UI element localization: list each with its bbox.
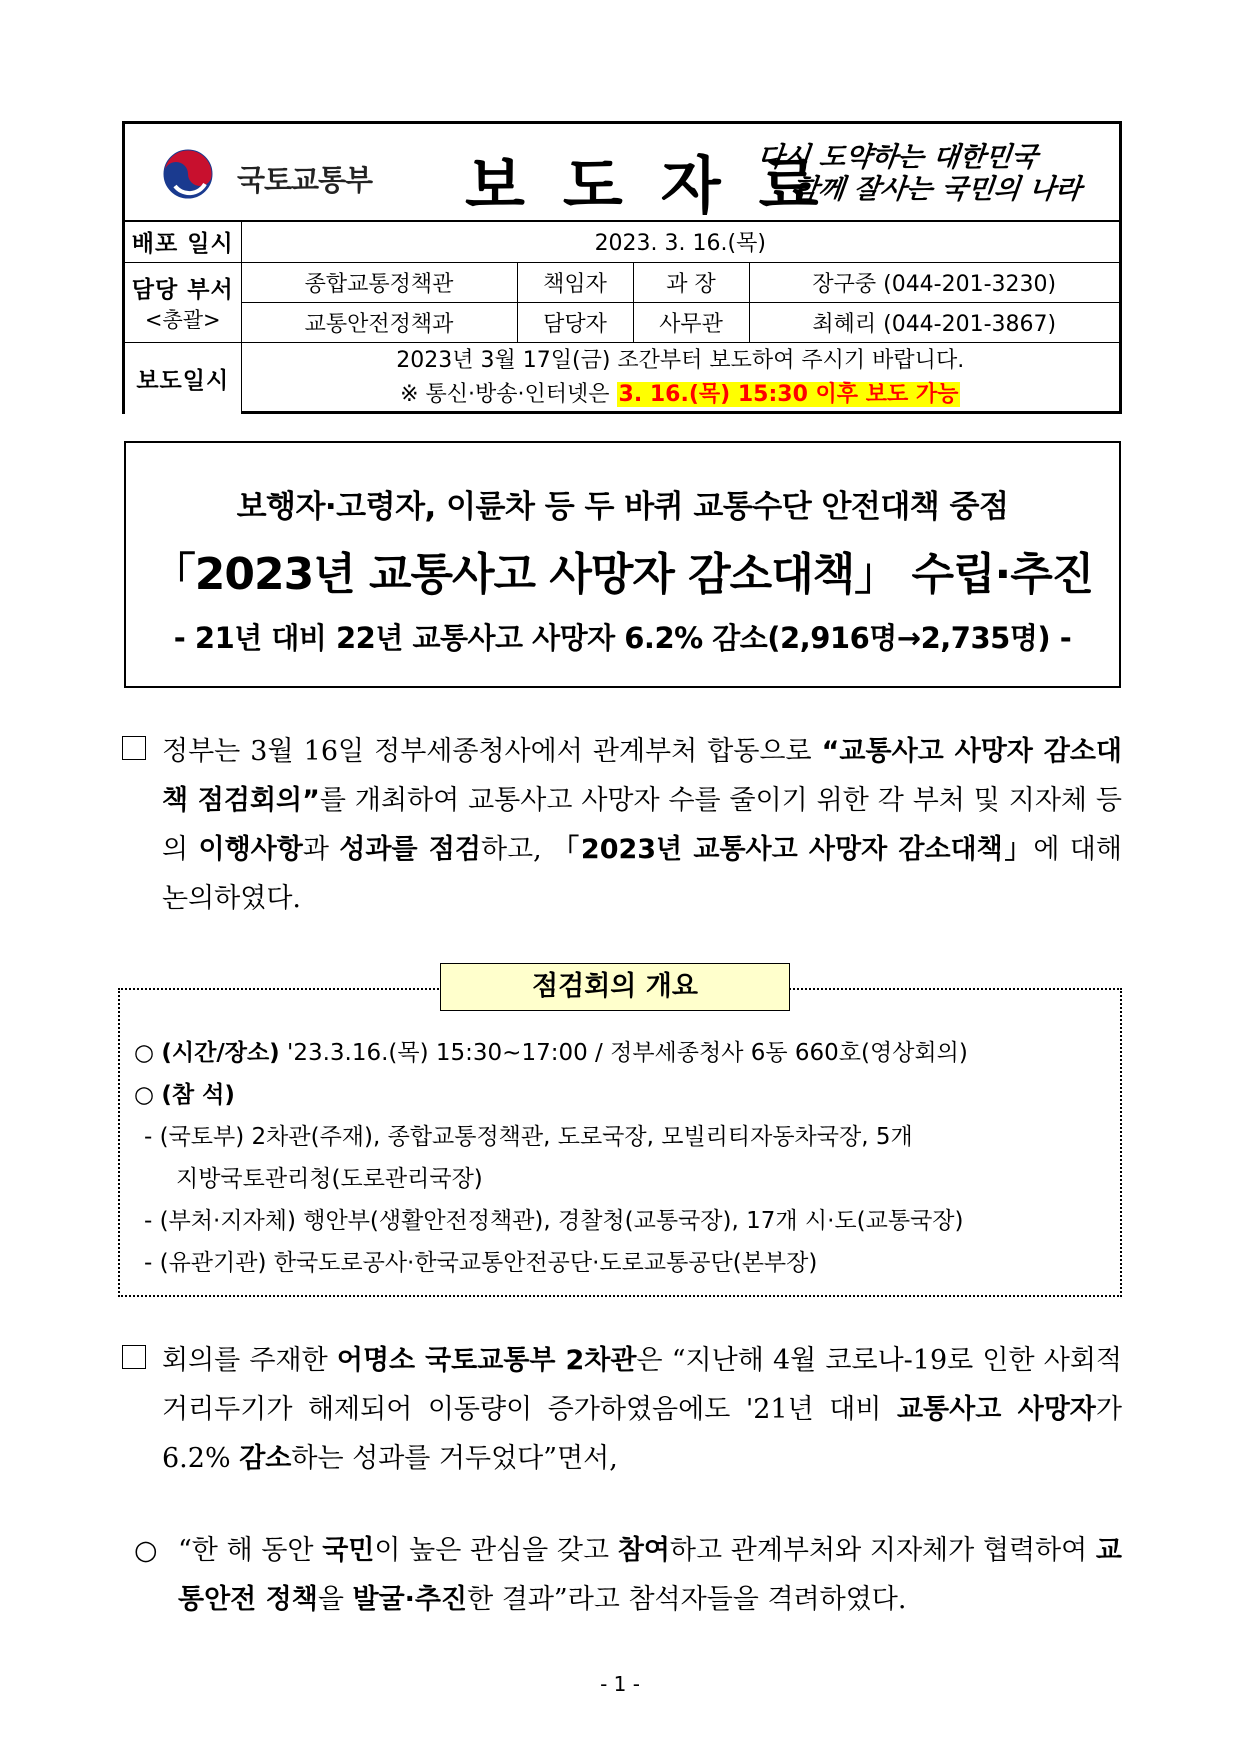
bold-run: 감소 (239, 1443, 292, 1474)
taegeuk-logo-icon (155, 146, 221, 202)
checkbox-bullet-icon (122, 736, 146, 760)
text-run: 을 (317, 1584, 353, 1615)
overview-line-molit-cont: 지방국토관리청(도로관리국장) (176, 1166, 483, 1192)
role-2: 담당자 (517, 302, 633, 342)
table-row (125, 342, 1119, 414)
text-run: 과 (302, 834, 340, 865)
text-run: 가 6.2% (162, 1394, 1122, 1474)
text-run: 정부는 3월 16일 정부세종청사에서 관계부처 합동으로 (162, 736, 822, 767)
dept-label-cell (125, 262, 241, 342)
contact-2: 최혜리 (044-201-3867) (749, 302, 1119, 342)
release-line-2-prefix: ※ 통신·방송·인터넷은 (400, 382, 617, 408)
bold-run: 발굴·추진 (352, 1584, 468, 1615)
overview-line-attendees: ○ (참 석) (134, 1082, 235, 1108)
text-run: “한 해 동안 (178, 1535, 323, 1566)
release-line-1: 2023년 3월 17일(금) 조간부터 보도하여 주시기 바랍니다. (396, 348, 965, 374)
bold-run: 참여 (617, 1535, 670, 1566)
text-run: 에 대해 논의하였다. (162, 834, 1122, 914)
embargo-highlight: 3. 16.(목) 15:30 이후 보도 가능 (618, 382, 959, 408)
release-label: 보도일시 (125, 342, 241, 414)
headline-subtitle: 보행자·고령자, 이륜차 등 두 바퀴 교통수단 안전대책 중점 (236, 489, 1009, 525)
header-top-bar (125, 124, 1119, 222)
press-release-header (122, 121, 1122, 414)
dept-1: 종합교통정책관 (241, 262, 517, 302)
paragraph-2-text (162, 1336, 1122, 1483)
bold-run: 교통안전 정책 (178, 1535, 1122, 1615)
table-row (125, 262, 1119, 302)
dist-date-label: 배포 일시 (125, 222, 241, 262)
overview-line-ministries: - (부처·지자체) 행안부(생활안전정책관), 경찰청(교통국장), 17개 시·도(교통국장) (144, 1208, 964, 1234)
bold-run: 교통사고 사망자 (896, 1394, 1096, 1425)
headline-box (124, 441, 1121, 688)
text-run: 회의를 주재한 (162, 1345, 337, 1376)
overview-title: 점검회의 개요 (440, 963, 790, 1011)
headline-title: 「2023년 교통사고 사망자 감소대책」 수립·추진 (151, 549, 1094, 600)
dist-date-value: 2023. 3. 16.(목) (241, 222, 1119, 262)
position-1: 과 장 (633, 262, 749, 302)
paragraph-1-text (162, 727, 1122, 923)
dept-2: 교통안전정책과 (241, 302, 517, 342)
overview-label-time: (시간/장소) (161, 1040, 280, 1066)
headline-note: - 21년 대비 22년 교통사고 사망자 6.2% 감소(2,916명→2,735명) - (173, 621, 1072, 655)
text-run: 은 “지난해 4월 코로나-19로 인한 사회적 거리두기가 해제되어 이동량이 증가하였음에도 '21년 대비 (162, 1345, 1122, 1425)
bold-run: 「2023년 교통사고 사망자 감소대책」 (552, 834, 1034, 865)
overview-line-molit: - (국토부) 2차관(주재), 종합교통정책관, 도로국장, 모빌리티자동차국장, 5개 (144, 1124, 913, 1150)
slogan-line-2: 함께 잘사는 국민의 나라 (790, 174, 1083, 205)
bold-run: 국민 (322, 1535, 375, 1566)
dept-sub-label: <총괄> (144, 307, 221, 332)
bold-run: “교통사고 사망자 감소대책 점검회의” (162, 736, 1122, 816)
text-run: 한 결과”라고 참석자들을 격려하였다. (467, 1584, 907, 1615)
ministry-name: 국토교통부 (237, 163, 373, 197)
overview-body (134, 1032, 1104, 1284)
bold-run: 성과를 점검 (339, 834, 481, 865)
checkbox-bullet-icon (122, 1345, 146, 1369)
release-line-2 (242, 378, 1120, 412)
overview-time-text: '23.3.16.(목) 15:30∼17:00 / 정부세종청사 6동 660호(영상회의) (279, 1040, 968, 1066)
bold-run: 이행사항 (198, 834, 303, 865)
page-number: - 1 - (600, 1672, 640, 1696)
text-run: 하는 성과를 거두었다”면서, (291, 1443, 618, 1474)
role-1: 책임자 (517, 262, 633, 302)
overview-line-time: ○ (시간/장소) '23.3.16.(목) 15:30∼17:00 / 정부세종청사 6동 660호(영상회의) (134, 1040, 968, 1066)
release-info-table (125, 222, 1119, 414)
contact-1: 장구중 (044-201-3230) (749, 262, 1119, 302)
paragraph-1 (122, 727, 1122, 923)
table-row (125, 222, 1119, 262)
ministry-logo (155, 146, 385, 202)
overview-label-attendees: (참 석) (161, 1082, 235, 1108)
paragraph-2 (122, 1336, 1122, 1483)
meeting-overview-box (118, 971, 1122, 1297)
table-row (125, 302, 1119, 342)
doc-title: 보도자료 (465, 149, 857, 222)
slogan-line-1: 다시 도약하는 대한민국 (756, 142, 1039, 173)
release-cell (241, 342, 1119, 414)
circle-bullet: ○ (134, 1535, 158, 1566)
text-run: 하고 관계부처와 지자체가 협력하여 (669, 1535, 1096, 1566)
overview-line-agencies: - (유관기관) 한국도로공사·한국교통안전공단·도로교통공단(본부장) (144, 1250, 818, 1276)
position-2: 사무관 (633, 302, 749, 342)
text-run: 를 개최하여 교통사고 사망자 수를 줄이기 위한 각 부처 및 지자체 등의 (162, 785, 1122, 865)
text-run: 하고, (480, 834, 553, 865)
slogan (753, 142, 1087, 206)
paragraph-3-text (178, 1526, 1122, 1624)
bold-run: 어명소 국토교통부 2차관 (336, 1345, 637, 1376)
dept-label: 담당 부서 (131, 276, 234, 303)
paragraph-3 (134, 1526, 1122, 1624)
text-run: 이 높은 관심을 갖고 (374, 1535, 618, 1566)
